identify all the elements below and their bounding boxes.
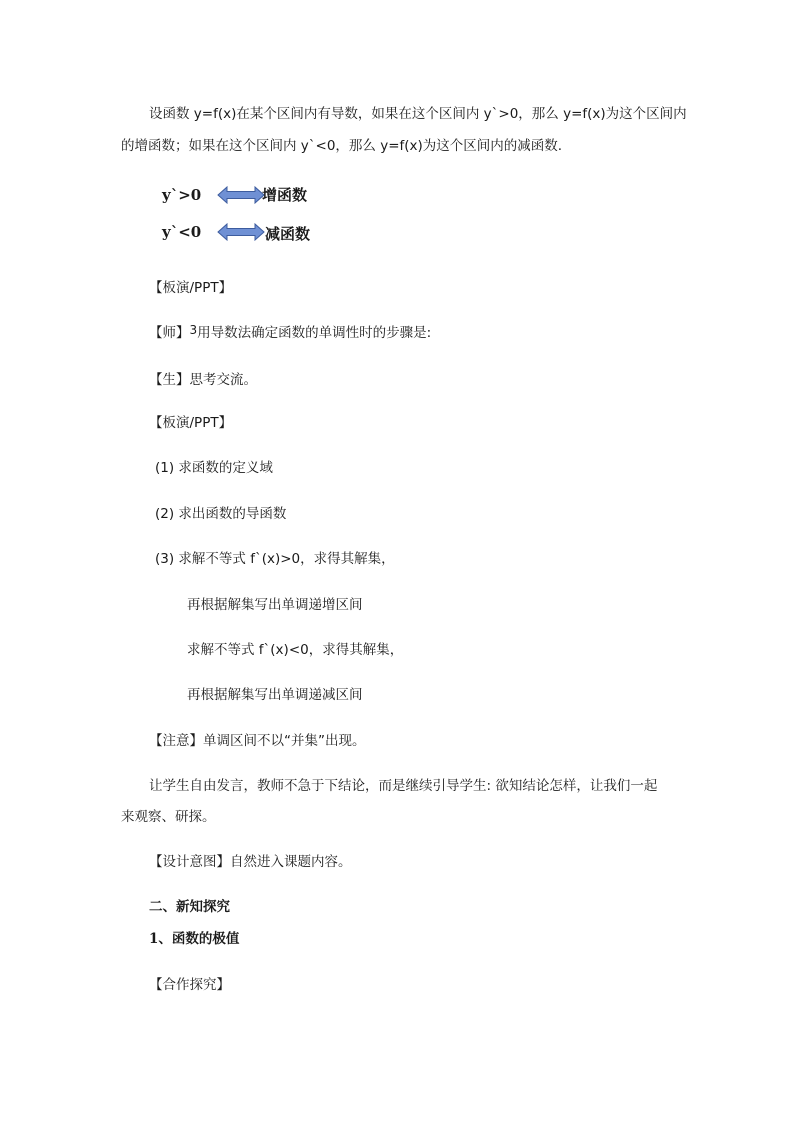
teacher-text: 用导数法确定函数的单调性时的步骤是: — [197, 325, 432, 341]
intro-line-1: 设函数 y=f(x)在某个区间内有导数，如果在这个区间内 y`>0，那么 y=f(x)为这个区间内 — [149, 106, 687, 122]
step-3-increasing-interval: 再根据解集写出单调递增区间 — [187, 597, 363, 613]
discussion-line-1: 让学生自由发言，教师不急于下结论，而是继续引导学生: 欲知结论怎样，让我们一起 — [149, 778, 658, 794]
rule-increasing — [162, 183, 362, 207]
rule-condition: y`>0 — [162, 186, 202, 204]
design-intent-line: 【设计意图】自然进入课题内容。 — [149, 854, 352, 870]
subsection-heading: 1、函数的极值 — [149, 931, 240, 947]
step-3-solve-negative: 求解不等式 f`(x)<0，求得其解集， — [187, 642, 404, 658]
teacher-line — [149, 323, 431, 343]
teacher-tag: 【师】 — [149, 325, 190, 341]
step-3-decreasing-interval: 再根据解集写出单调递减区间 — [187, 687, 363, 703]
intro-line-2: 的增函数；如果在这个区间内 y`<0，那么 y=f(x)为这个区间内的减函数. — [121, 138, 563, 154]
student-line: 【生】思考交流。 — [149, 372, 257, 388]
double-arrow-icon — [217, 223, 265, 241]
rule-decreasing — [162, 220, 362, 244]
discussion-line-2: 来观察、研探。 — [121, 809, 216, 825]
section-heading: 二、新知探究 — [149, 899, 230, 915]
board-label-2: 【板演/PPT】 — [149, 415, 233, 431]
step-2: (2) 求出函数的导函数 — [155, 506, 287, 522]
note-line: 【注意】单调区间不以“并集”出现。 — [149, 733, 366, 749]
step-1: (1) 求函数的定义域 — [155, 460, 273, 476]
step-3: (3) 求解不等式 f`(x)>0，求得其解集， — [155, 551, 395, 567]
cooperative-inquiry-label: 【合作探究】 — [149, 977, 230, 993]
rule-result: 增函数 — [262, 186, 308, 204]
rule-result: 减函数 — [265, 225, 311, 243]
step-number: 3 — [189, 323, 198, 337]
board-label-1: 【板演/PPT】 — [149, 280, 233, 296]
double-arrow-icon — [217, 186, 265, 204]
rule-condition: y`<0 — [162, 223, 202, 241]
